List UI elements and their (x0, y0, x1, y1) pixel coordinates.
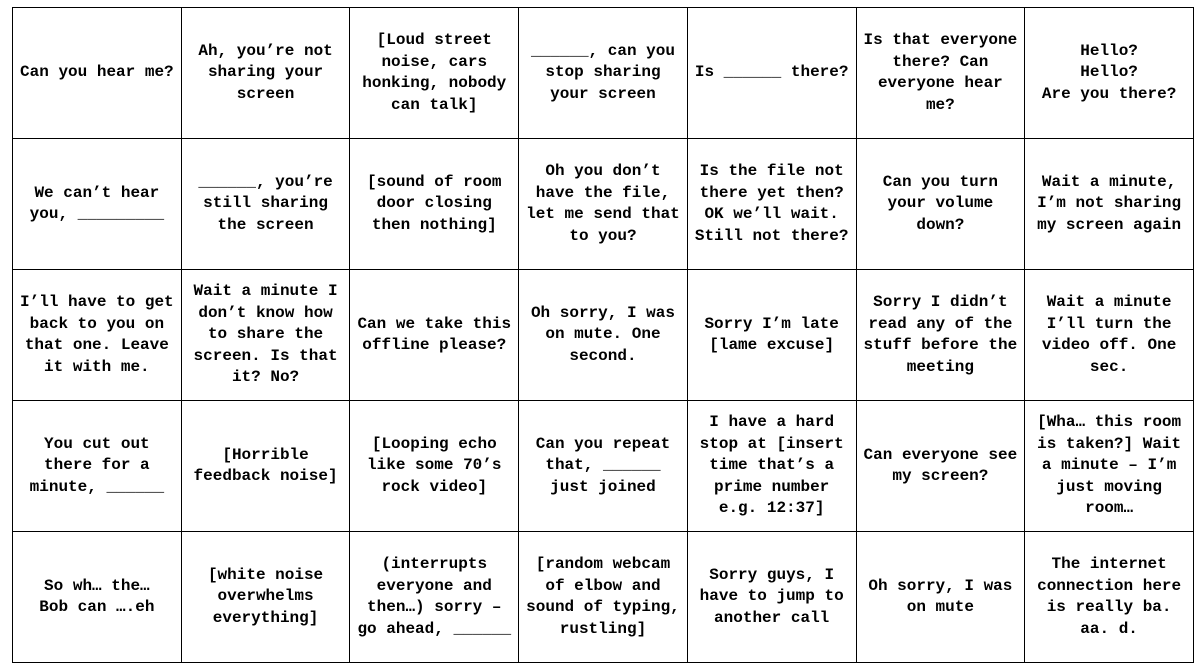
bingo-cell: I have a hard stop at [insert time that’s a prime number e.g. 12:37] (687, 401, 856, 532)
bingo-cell: [sound of room door closing then nothing] (350, 139, 519, 270)
table-row (13, 8, 1194, 139)
bingo-cell: Wait a minute I don’t know how to share the screen. Is that it? No? (181, 270, 350, 401)
bingo-cell: Sorry I’m late [lame excuse] (687, 270, 856, 401)
bingo-cell: [Loud street noise, cars honking, nobody can talk] (350, 8, 519, 139)
bingo-cell: ______, you’re still sharing the screen (181, 139, 350, 270)
bingo-cell: Sorry I didn’t read any of the stuff before the meeting (856, 270, 1025, 401)
bingo-cell: We can’t hear you, _________ (13, 139, 182, 270)
bingo-cell: Oh sorry, I was on mute (856, 532, 1025, 663)
bingo-cell: [Looping echo like some 70’s rock video] (350, 401, 519, 532)
bingo-cell: Wait a minute I’ll turn the video off. One sec. (1025, 270, 1194, 401)
bingo-cell: Can we take this offline please? (350, 270, 519, 401)
bingo-cell: [Horrible feedback noise] (181, 401, 350, 532)
bingo-cell: You cut out there for a minute, ______ (13, 401, 182, 532)
bingo-cell: Ah, you’re not sharing your screen (181, 8, 350, 139)
bingo-cell: Can you turn your volume down? (856, 139, 1025, 270)
bingo-cell: Can you hear me? (13, 8, 182, 139)
bingo-card-body (13, 8, 1194, 663)
table-row (13, 139, 1194, 270)
bingo-cell: Oh you don’t have the file, let me send that to you? (519, 139, 688, 270)
bingo-cell: (interrupts everyone and then…) sorry – go ahead, ______ (350, 532, 519, 663)
bingo-cell: [white noise overwhelms everything] (181, 532, 350, 663)
bingo-card-table (12, 7, 1194, 663)
bingo-cell: Hello? Hello? Are you there? (1025, 8, 1194, 139)
table-row (13, 270, 1194, 401)
table-row (13, 532, 1194, 663)
bingo-cell: Is the file not there yet then? OK we’ll wait. Still not there? (687, 139, 856, 270)
bingo-cell: Is ______ there? (687, 8, 856, 139)
bingo-cell: So wh… the… Bob can ….eh (13, 532, 182, 663)
bingo-cell: ______, can you stop sharing your screen (519, 8, 688, 139)
bingo-cell: Is that everyone there? Can everyone hear me? (856, 8, 1025, 139)
table-row (13, 401, 1194, 532)
bingo-cell: Sorry guys, I have to jump to another call (687, 532, 856, 663)
bingo-cell: Wait a minute, I’m not sharing my screen again (1025, 139, 1194, 270)
bingo-cell: The internet connection here is really ba. aa. d. (1025, 532, 1194, 663)
bingo-cell: Oh sorry, I was on mute. One second. (519, 270, 688, 401)
bingo-cell: I’ll have to get back to you on that one. Leave it with me. (13, 270, 182, 401)
bingo-cell: [random webcam of elbow and sound of typing, rustling] (519, 532, 688, 663)
bingo-cell: Can everyone see my screen? (856, 401, 1025, 532)
bingo-cell: [Wha… this room is taken?] Wait a minute – I’m just moving room… (1025, 401, 1194, 532)
bingo-cell: Can you repeat that, ______ just joined (519, 401, 688, 532)
